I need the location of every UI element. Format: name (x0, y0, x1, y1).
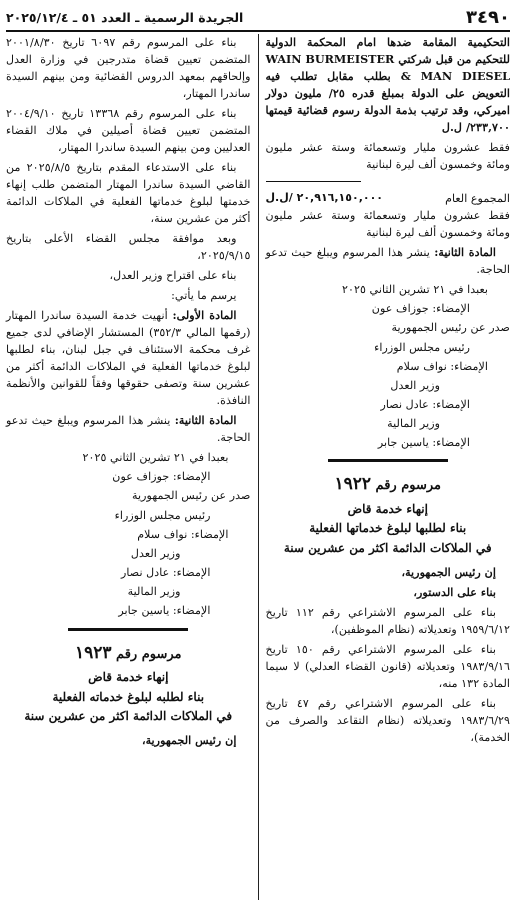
decree-subtitle: بناء لطلبه لبلوغ خدماته الفعلية (52, 689, 205, 704)
total-label: المجموع العام (445, 192, 510, 206)
decree-date: بعبدا في ٢١ تشرين الثاني ٢٠٢٥ (341, 283, 488, 297)
proposal: بناء على اقتراح وزير العدل، (109, 269, 237, 283)
justice-signature: الإمضاء: عادل نصار (380, 398, 470, 412)
total-row (266, 190, 511, 207)
intro-paragraph: التحكيمية المقامة ضدها امام المحكمة الدولية للتحكيم من قبل شركتي WAIN BURMEISTER & MAN DIESEL بطلب مقابل تطلب فيه التعويض على الدولة بمبلغ قدره ٢٥/ مليون دولار اميركي، وقد ترتيب بذمة الدولة رسوم قضائية قيمتها ٢٣٣,٧٠٠/ ل.ل (265, 35, 510, 135)
finance-title: وزير المالية (127, 585, 181, 599)
decree-label: مرسوم رقم (375, 478, 442, 494)
decree-subtitle: في الملاكات الدائمة اكثر من عشرين سنة (283, 540, 492, 555)
decree-subtitle: إنهاء خدمة قاض (88, 670, 169, 685)
pm-title: رئيس مجلس الوزراء (114, 509, 211, 523)
article-one-title: المادة الأولى: (172, 308, 237, 323)
pm-signature: الإمضاء: نواف سلام (396, 360, 488, 374)
justice-signature: الإمضاء: عادل نصار (120, 566, 211, 580)
decree-number: ١٩٢٣ (74, 642, 112, 663)
article-two-text: ينشر هذا المرسوم ويبلغ حيث تدعو الحاجة. (265, 246, 510, 277)
legal-basis: بناء على المرسوم الاشتراعي رقم ١١٢ تاريخ ١٩٥٩/٦/١٢ وتعديلاته (نظام الموظفين)، (265, 605, 510, 636)
decrees-line: يرسم ما يأتي: (171, 289, 237, 303)
decree-intro: إن رئيس الجمهورية، (141, 732, 237, 747)
decree-heading (266, 472, 511, 498)
divider (266, 181, 361, 182)
finance-signature: الإمضاء: ياسين جابر (118, 604, 211, 618)
right-column (258, 34, 511, 900)
decree-label: مرسوم رقم (116, 646, 182, 662)
decree-subtitle: إنهاء خدمة قاض (347, 502, 428, 517)
decree-heading (6, 641, 251, 667)
article-two (6, 412, 251, 446)
pm-title: رئيس مجلس الوزراء (374, 341, 470, 355)
legal-basis: بناء على الاستدعاء المقدم بتاريخ ٢٠٢٥/٨/٥ من القاضي السيدة ساندرا المهتار المتضمن طلب إنهاء خدمتها لبلوغ خدماتها الفعلية في الملاكات الدائمة أكثر من عشرين سنة، (6, 161, 251, 226)
page-number: ٣٤٩٠ (466, 6, 510, 28)
president-signature: الإمضاء: جوزاف عون (371, 302, 470, 316)
legal-basis: بناء على المرسوم رقم ٦٠٩٧ تاريخ ٢٠٠١/٨/٣٠ المتضمن تعيين قضاة متدرجين في وزارة العدل وإلحاقهم بمعهد الدروس القضائية ومن بينهم السيدة ساندرا المهتار، (6, 36, 251, 101)
finance-title: وزير المالية (387, 417, 440, 431)
section-divider (68, 628, 188, 631)
pm-signature: الإمضاء: نواف سلام (137, 528, 229, 542)
legal-basis: بناء على المرسوم الاشتراعي رقم ٤٧ تاريخ ١٩٨٣/٦/٢٩ وتعديلاته (نظام التقاعد والصرف من الخدمة)، (265, 696, 510, 744)
total-words: فقط عشرون مليار وتسعمائة وستة عشر مليون ومائة وخمسون ألف ليرة لبنانية (265, 209, 510, 240)
legal-basis: بناء على المرسوم رقم ١٣٣٦٨ تاريخ ٢٠٠٤/٩/١٠ المتضمن تعيين قضاة أصيلين في ملاك القضاء العدليين ومن بينهم السيدة ساندرا المهتار، (6, 107, 251, 155)
justice-title: وزير العدل (390, 379, 440, 393)
article-one (6, 307, 251, 409)
decree-intro: بناء على الدستور، (413, 584, 496, 599)
finance-signature: الإمضاء: ياسين جابر (377, 436, 470, 450)
decree-subtitle: في الملاكات الدائمة اكثر من عشرين سنة (24, 708, 233, 723)
decree-subtitle: بناء لطلبها لبلوغ خدماتها الفعلية (309, 521, 467, 536)
section-divider (328, 459, 448, 462)
article-two-title: المادة الثانية: (174, 413, 237, 428)
article-two (266, 244, 511, 278)
total-value: ٢٠,٩١٦,١٥٠,٠٠٠ /ل.ل (265, 191, 384, 205)
page-header (6, 6, 510, 32)
decree-date: بعبدا في ٢١ تشرين الثاني ٢٠٢٥ (82, 451, 229, 465)
columns (6, 34, 510, 900)
decree-intro: إن رئيس الجمهورية، (401, 564, 496, 579)
president-signature: الإمضاء: جوزاف عون (112, 470, 211, 484)
gazette-title: الجريدة الرسمية ـ العدد ٥١ ـ ٢٠٢٥/١٢/٤ (6, 9, 244, 25)
legal-basis: بناء على المرسوم الاشتراعي رقم ١٥٠ تاريخ ١٩٨٣/٩/١٦ وتعديلاته (قانون القضاء العدلي) لا سيما المادة ١٣٢ منه، (265, 642, 510, 690)
decree-number: ١٩٢٢ (334, 474, 372, 495)
issued-by: صدر عن رئيس الجمهورية (132, 489, 251, 503)
amount-words: فقط عشرون مليار وتسعمائة وستة عشر مليون ومائة وخمسون ألف ليرة لبنانية (265, 141, 510, 172)
article-two-title: المادة الثانية: (434, 245, 496, 260)
justice-title: وزير العدل (130, 547, 181, 561)
left-column (6, 34, 258, 900)
article-one-text: أنهيت خدمة السيدة ساندرا المهتار (رقمها المالي ٣٥٢/٣) المستشار الإضافي لدى جميع غرف محكمة الاستئناف في جبل لبنان، بناء لطلبها لبلوغ خدماتها الفعلية في الملاكات الدائمة أكثر من عشرين سنة وتصفى حقوقها وفقاً للقوانين والأنظمة النافذة. (6, 309, 251, 408)
council-approval: وبعد موافقة مجلس القضاء الأعلى بتاريخ ٢٠٢٥/٩/١٥، (6, 232, 251, 263)
issued-by: صدر عن رئيس الجمهورية (391, 321, 510, 335)
article-two-text: ينشر هذا المرسوم ويبلغ حيث تدعو الحاجة. (6, 414, 251, 445)
